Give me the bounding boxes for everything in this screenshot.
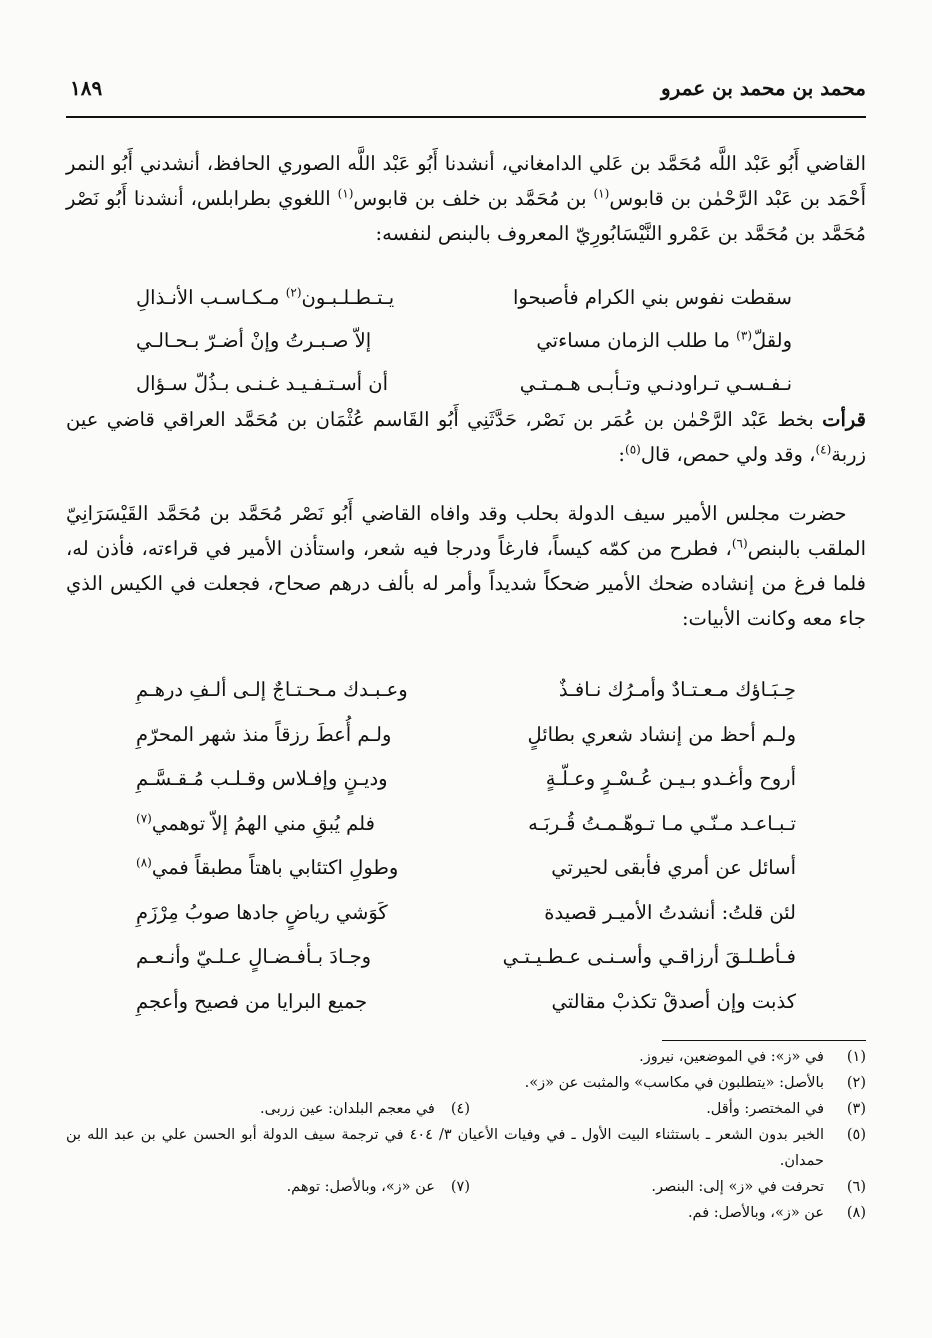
footnote-number: (٤) [450, 1101, 470, 1117]
footnote-ref: (٤) [815, 442, 832, 457]
footnote-text: عن «ز»، وبالأصل: توهم. [286, 1179, 435, 1195]
verse [66, 323, 866, 366]
footnote [260, 1096, 470, 1122]
footnote-text: في المختصر: وأقل. [706, 1101, 824, 1117]
footnote-text: في «ز»: في الموضعين، نيروز. [639, 1049, 824, 1065]
paragraph-text: ، وقد ولي حمص، قال [640, 443, 816, 466]
paragraph-text: بن مُحَمَّد بن خلف بن قابوس [353, 187, 594, 210]
footnote [66, 1200, 866, 1226]
page-header [66, 76, 866, 110]
verse-second-hemistich: وجـادَ بـأفـضـالٍ عـلـيّ وأنـعـم [136, 945, 372, 968]
paragraph-text: ، فطرح من كمّه كيساً، فارغاً ودرجا فيه شعر، واستأذن الأمير في قراءته، فأذن له، فلما فرغ من إنشاده ضحك الأمير ضحكاً شديداً وأمر له بألف درهم صحاح، فجعلت في الكيس الذي جاء معه وكانت الأبيات: [66, 537, 866, 630]
paragraph-text: بخط عَبْد الرَّحْمٰن بن عُمَر بن نَصْر، حَدَّثَنِي أَبُو القَاسم عُثْمَان بن مُحَمَّد العراقي قاضي عين زربة [66, 408, 866, 466]
footnote-ref: (٧) [136, 811, 152, 825]
footnote-text: بالأصل: «يتطلبون في مكاسب» والمثبت عن «ز». [524, 1075, 824, 1091]
footnote-number: (٣) [846, 1101, 866, 1117]
footnote-number: (٨) [846, 1205, 866, 1221]
footnote-pair [66, 1096, 866, 1122]
verse-second-hemistich: وعـبـدك مـحـتـاجٌ إلـى ألـفِ درهـمِ [136, 678, 408, 701]
footnote-ref: (٦) [731, 536, 748, 551]
verse-second-hemistich: يـتـطـلـبـون$^{(٢)}$ مـكـاسـب الأنـذالِ [136, 285, 395, 309]
footnote-number: (٧) [450, 1179, 470, 1195]
footnote-number: (٦) [846, 1179, 866, 1195]
verse [66, 806, 866, 851]
verse-second-hemistich: وديـنٍ وإفـلاس وقـلـب مُـقـسَّـمِ [136, 767, 388, 790]
verse [66, 717, 866, 762]
footnote-ref: (١) [337, 186, 354, 201]
verse [66, 850, 866, 895]
verse [66, 939, 866, 984]
footnotes [66, 1044, 866, 1226]
verse-second-hemistich: وطولِ اكتئابي باهتاً مطبقاً فمي$^{(٨)}$ [136, 855, 399, 879]
poem-second [66, 672, 866, 1028]
paragraph-text: حضرت مجلس الأمير سيف الدولة بحلب وقد وافاه القاضي أَبُو نَصْر مُحَمَّد بن مُحَمَّد القَيْسَرَانِيّ الملقب بالبنص [66, 502, 866, 560]
footnote-text: عن «ز»، وبالأصل: فم. [687, 1205, 824, 1221]
verse [66, 761, 866, 806]
footnote-number: (٢) [846, 1075, 866, 1091]
footnote-number: (٥) [846, 1127, 866, 1143]
poem-first [66, 280, 866, 409]
footnote-text: الخبر بدون الشعر ـ باستثناء البيت الأول ـ في وفيات الأعيان ٣/ ٤٠٤ في ترجمة سيف الدولة أبو الحسن علي بن عبد الله بن حمدان. [66, 1127, 825, 1169]
keyword-bold: قرأت [822, 408, 866, 431]
verse-first-hemistich: لئن قلتُ: أنشدتُ الأميـر قصيدة [544, 900, 796, 924]
footnote-ref: (٢) [285, 285, 302, 300]
verse-first-hemistich: فـأطـلـقَ أرزاقـي وأسـنـى عـطـيـتـي [502, 945, 796, 968]
footnote [66, 1122, 866, 1174]
paragraph-text: القاضي أَبُو عَبْد اللَّه مُحَمَّد بن عَلي الدامغاني، أنشدنا أَبُو عَبْد اللَّه الصوري الحافظ، أنشدني أَبُو النمر أَحْمَد بن عَبْد الرَّحْمٰن بن قابوس [66, 152, 866, 210]
footnote-rule [662, 1040, 866, 1041]
footnote-ref: (٥) [625, 442, 641, 457]
paragraph-intro [66, 146, 866, 251]
footnote [287, 1174, 470, 1200]
page-number: ١٨٩ [70, 76, 103, 100]
footnote [66, 1070, 866, 1096]
verse-second-hemistich: أن أسـتـفـيـد غـنـى بـذُلّ سـؤال [136, 372, 389, 395]
paragraph-reading [66, 402, 866, 472]
verse [66, 672, 866, 717]
verse-first-hemistich: سقطت نفوس بني الكرام فأصبحوا [512, 286, 792, 309]
footnote [66, 1044, 866, 1070]
verse [66, 984, 866, 1029]
verse-first-hemistich: ولقلّ$^{(٣)}$ ما طلب الزمان مساءتي [536, 328, 792, 352]
verse-second-hemistich: إلاّ صـبـرتُ وإنْ أضـرّ بـحـالـي [136, 329, 372, 352]
paragraph-text: : [618, 443, 625, 466]
paragraph-text: اللغوي بطرابلس، أنشدنا أَبُو نَصْر مُحَمَّد بن مُحَمَّد بن عَمْرو النَّيْسَابُورِيّ المعروف بالبنص لنفسه: [66, 187, 866, 245]
verse-second-hemistich: جميع البرايا من فصيح وأعجمِ [136, 989, 368, 1013]
footnote-ref: (٣) [736, 328, 752, 343]
footnote-text: تحرفت في «ز» إلى: البنصر. [651, 1179, 824, 1195]
verse-first-hemistich: أسائل عن أمري فأبقى لحيرتي [551, 856, 796, 879]
footnote-ref: (٨) [136, 855, 152, 870]
footnote-text: في معجم البلدان: عين زربى. [260, 1101, 435, 1117]
verse [66, 895, 866, 940]
verse-first-hemistich: نـفـسـي تـراودنـي وتـأبـى هـمـتـي [519, 372, 792, 395]
verse [66, 280, 866, 323]
footnote-pair [66, 1174, 866, 1200]
header-rule [66, 116, 866, 118]
footnote-number: (١) [846, 1049, 866, 1065]
verse-second-hemistich: ولـم أُعطَ رزقاً منذ شهر المحرّمِ [136, 722, 392, 746]
running-title: محمد بن محمد بن عمرو [661, 76, 866, 100]
verse-first-hemistich: ولـم أحظ من إنشاد شعري بطائلٍ [527, 722, 796, 746]
verse-second-hemistich: فلم يُبقِ مني الهمُ إلاّ توهمي$^{(٧)}$ [136, 811, 375, 835]
paragraph-story [66, 496, 866, 636]
verse-first-hemistich: حِـبَـاؤك مـعـتـادٌ وأمـرُك نـافـذٌ [558, 678, 796, 701]
verse-first-hemistich: كذبت وإن أصدقْ تكذبْ مقالتي [551, 989, 796, 1013]
footnote-ref: (١) [593, 186, 610, 201]
verse-first-hemistich: تـبـاعـد مـنّـي مـا تـوهّـمـتُ قُـربَـه [528, 811, 796, 835]
verse-second-hemistich: كَوَشي رياضٍ جادها صوبُ مِرْزَمِ [136, 900, 388, 924]
verse-first-hemistich: أروح وأغـدو بـيـن عُـسْـرٍ وعـلّـةٍ [545, 767, 796, 790]
